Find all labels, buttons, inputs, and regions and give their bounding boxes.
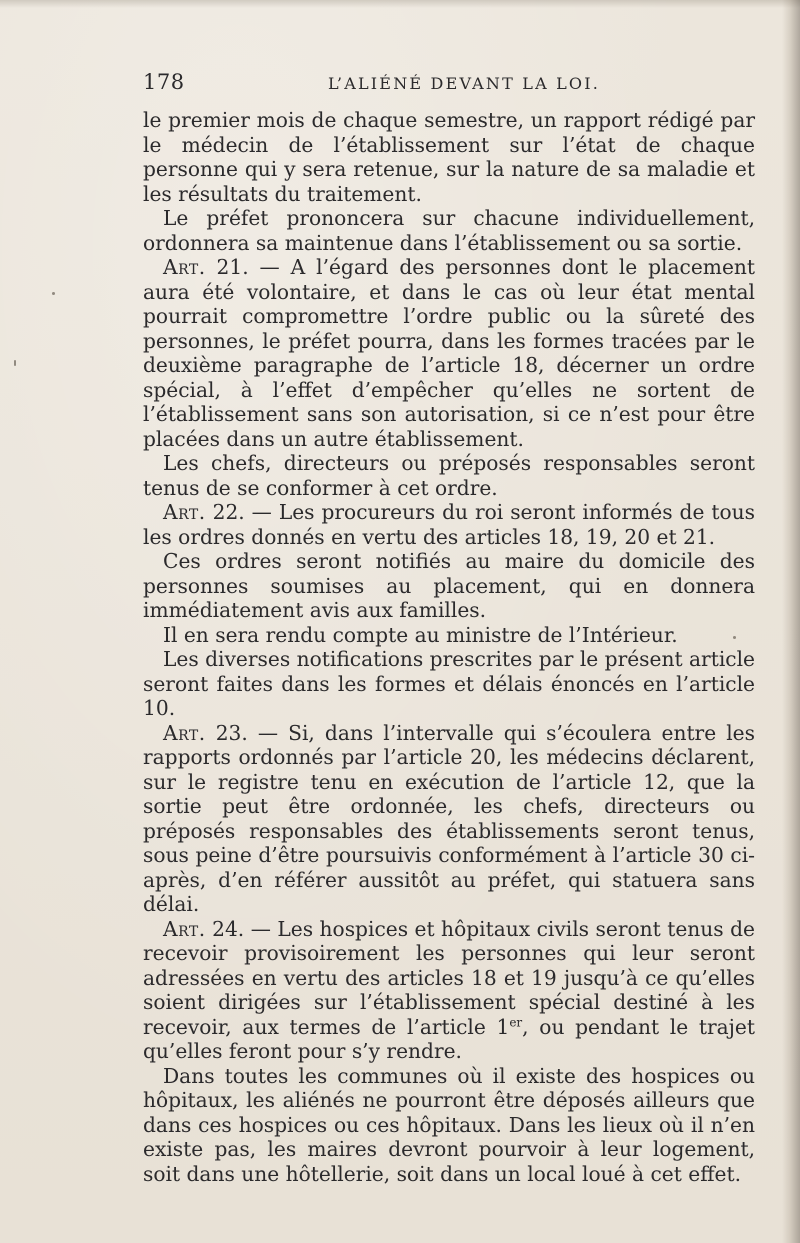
paragraph: Les diverses notifications prescrites par le présent article seront faites dans les formes et délais énoncés en l’article 10. [143,647,755,720]
paper-speck [733,636,736,639]
article-text: 23. — Si, dans l’intervalle qui s’écoulera entre les rapports ordonnés par l’article 20, les médecins déclarent, sur le registre tenu en exécution de l’article 12, que la sortie peut être ordonnée, les chefs, directeurs ou préposés responsables des établissements seront tenus, sous peine d’être poursuivis conformément à l’article 30 ci-après, d’en référer aussitôt au préfet, qui statuera sans délai. [143,720,755,916]
article-label: Art. [163,500,206,524]
page-top-shadow [0,0,800,8]
paragraph: Le préfet prononcera sur chacune individuellement, ordonnera sa maintenue dans l’établissement ou sa sortie. [143,206,755,255]
paragraph: Dans toutes les communes où il existe des hospices ou hôpitaux, les aliénés ne pourront être déposés ailleurs que dans ces hospices ou ces hôpitaux. Dans les lieux où il n’en existe pas, les maires devront pourvoir à leur logement, soit dans une hôtellerie, soit dans un local loué à cet effet. [143,1063,755,1186]
running-header [143,70,755,100]
article-label: Art. [163,720,206,745]
article-text: , ou pendant le trajet qu’elles feront pour s’y rendre. [143,1014,755,1063]
page-text [143,108,755,1186]
paragraph: Il en sera rendu compte au ministre de l’Intérieur. [163,622,678,647]
article-text: 24. — Les hospices et hôpitaux civils seront tenus de recevoir provisoirement les personnes qui leur seront adressées en vertu des articles 18 et 19 jusqu’à ce qu’elles soient dirigées sur l’établissement spécial destiné à les recevoir, aux termes de l’article 1 [143,916,755,1039]
paragraph: Les chefs, directeurs ou préposés responsables seront tenus de se conformer à cet ordre. [143,451,755,500]
paragraph-continued: le premier mois de chaque semestre, un rapport rédigé par le médecin de l’établissement sur l’état de chaque personne qui y sera retenue, sur la nature de sa maladie et les résultats du traitement. [143,108,755,206]
paragraph: Ces ordres seront notifiés au maire du domicile des personnes soumises au placement, qui en donnera immédiatement avis aux familles. [143,549,755,622]
running-title: L’ALIÉNÉ DEVANT LA LOI. [327,74,601,93]
page-binding-shadow [782,0,800,1243]
paper-speck [52,292,55,295]
article-23-paragraph [143,721,755,917]
article-label: Art. [163,916,206,941]
page-number: 178 [143,70,185,94]
superscript: er [509,1014,523,1029]
article-24-paragraph [143,917,755,1064]
article-label: Art. [163,255,206,279]
article-21-paragraph [143,255,755,451]
article-text: 21. — A l’égard des personnes dont le placement aura été volontaire, et dans le cas où leur état mental pourrait compromettre l’ordre public ou la sûreté des personnes, le préfet pourra, dans les formes tracées par le deuxième paragraphe de l’article 18, décerner un ordre spécial, à l’effet d’empêcher qu’elles ne sortent de l’établissement sans son autorisation, si ce n’est pour être placées dans un autre établissement. [143,255,755,451]
paper-speck [14,360,16,366]
article-text: 22. — Les procureurs du roi seront informés de tous les ordres donnés en vertu des articles 18, 19, 20 et 21. [143,500,755,549]
article-22-paragraph [143,500,755,549]
